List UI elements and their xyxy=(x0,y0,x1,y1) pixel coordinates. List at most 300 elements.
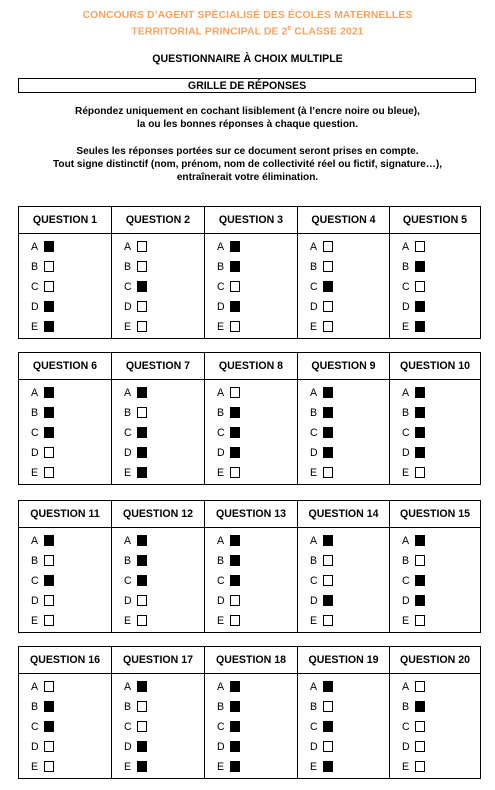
option-letter: E xyxy=(402,467,410,479)
checked-checkbox[interactable] xyxy=(137,467,147,478)
option-letter: B xyxy=(217,701,225,713)
checked-checkbox[interactable] xyxy=(230,261,240,272)
checked-checkbox[interactable] xyxy=(323,535,333,546)
answer-option xyxy=(310,301,333,314)
checkbox[interactable] xyxy=(137,407,147,418)
question-label: QUESTION 7 xyxy=(125,360,191,372)
answer-option xyxy=(310,615,333,628)
checked-checkbox[interactable] xyxy=(230,741,240,752)
checked-checkbox[interactable] xyxy=(44,427,54,438)
answer-option xyxy=(217,701,240,714)
option-letter: B xyxy=(217,407,225,419)
answer-option xyxy=(31,387,54,400)
option-letter: D xyxy=(217,741,225,753)
checked-checkbox[interactable] xyxy=(415,407,425,418)
option-letter: A xyxy=(124,387,132,399)
answer-option xyxy=(310,241,333,254)
option-letter: A xyxy=(31,387,39,399)
checked-checkbox[interactable] xyxy=(137,555,147,566)
checkbox[interactable] xyxy=(323,261,333,272)
option-letter: C xyxy=(310,721,318,733)
answer-option xyxy=(402,447,425,460)
option-letter: B xyxy=(402,261,410,273)
option-letter: C xyxy=(217,427,225,439)
checkbox[interactable] xyxy=(323,741,333,752)
answer-option xyxy=(124,301,147,314)
answer-option xyxy=(124,741,147,754)
checked-checkbox[interactable] xyxy=(323,761,333,772)
checked-checkbox[interactable] xyxy=(323,281,333,292)
answer-option xyxy=(31,467,54,480)
option-letter: B xyxy=(402,555,410,567)
answer-option xyxy=(217,241,240,254)
option-letter: C xyxy=(31,575,39,587)
option-letter: B xyxy=(310,261,318,273)
option-letter: E xyxy=(217,321,225,333)
checkbox[interactable] xyxy=(415,615,425,626)
answer-option xyxy=(402,701,425,714)
checkbox[interactable] xyxy=(415,741,425,752)
question-column xyxy=(111,647,204,778)
option-letter: A xyxy=(124,241,132,253)
option-letter: B xyxy=(31,261,39,273)
checked-checkbox[interactable] xyxy=(323,681,333,692)
answer-option xyxy=(124,407,147,420)
option-letter: D xyxy=(31,595,39,607)
checked-checkbox[interactable] xyxy=(415,575,425,586)
question-column xyxy=(389,501,480,632)
checked-checkbox[interactable] xyxy=(230,701,240,712)
option-letter: B xyxy=(124,555,132,567)
answer-option xyxy=(402,407,425,420)
option-letter: B xyxy=(31,555,39,567)
option-letter: C xyxy=(31,721,39,733)
option-letter: D xyxy=(310,741,318,753)
answer-option xyxy=(124,555,147,568)
checkbox[interactable] xyxy=(230,281,240,292)
option-letter: C xyxy=(31,427,39,439)
option-letter: C xyxy=(310,575,318,587)
checked-checkbox[interactable] xyxy=(230,575,240,586)
answer-option xyxy=(217,741,240,754)
option-letter: C xyxy=(402,575,410,587)
option-letter: C xyxy=(217,721,225,733)
checkbox[interactable] xyxy=(137,615,147,626)
answer-option xyxy=(402,301,425,314)
checked-checkbox[interactable] xyxy=(415,321,425,332)
answer-option xyxy=(217,681,240,694)
checked-checkbox[interactable] xyxy=(137,387,147,398)
question-column xyxy=(297,207,389,338)
answer-option xyxy=(217,281,240,294)
question-label: QUESTION 9 xyxy=(311,360,376,372)
answer-option xyxy=(31,321,54,334)
option-letter: E xyxy=(31,467,39,479)
option-letter: E xyxy=(31,761,39,773)
option-letter: A xyxy=(31,241,39,253)
answer-option xyxy=(310,535,333,548)
question-column xyxy=(111,501,204,632)
question-label: QUESTION 10 xyxy=(399,360,471,372)
checkbox[interactable] xyxy=(44,615,54,626)
option-letter: D xyxy=(402,301,410,313)
checked-checkbox[interactable] xyxy=(415,387,425,398)
checked-checkbox[interactable] xyxy=(415,701,425,712)
option-letter: C xyxy=(402,281,410,293)
checkbox[interactable] xyxy=(230,615,240,626)
grille-title: GRILLE DE RÉPONSES xyxy=(18,78,476,93)
question-column xyxy=(111,207,204,338)
checked-checkbox[interactable] xyxy=(44,701,54,712)
checked-checkbox[interactable] xyxy=(415,427,425,438)
answer-option xyxy=(124,575,147,588)
checkbox[interactable] xyxy=(415,761,425,772)
checkbox[interactable] xyxy=(323,575,333,586)
option-letter: E xyxy=(217,615,225,627)
question-column xyxy=(297,647,389,778)
checkbox[interactable] xyxy=(323,615,333,626)
question-column xyxy=(19,353,111,484)
option-letter: E xyxy=(31,615,39,627)
answer-option xyxy=(124,447,147,460)
answer-option xyxy=(402,321,425,334)
option-letter: D xyxy=(31,447,39,459)
option-letter: A xyxy=(31,535,39,547)
checkbox[interactable] xyxy=(44,761,54,772)
checked-checkbox[interactable] xyxy=(323,595,333,606)
answer-option xyxy=(124,535,147,548)
checked-checkbox[interactable] xyxy=(137,447,147,458)
checked-checkbox[interactable] xyxy=(44,407,54,418)
checked-checkbox[interactable] xyxy=(415,595,425,606)
option-letter: D xyxy=(310,447,318,459)
checkbox[interactable] xyxy=(137,321,147,332)
answer-option xyxy=(402,681,425,694)
answer-option xyxy=(310,595,333,608)
page-title: QUESTIONNAIRE À CHOIX MULTIPLE xyxy=(152,53,343,65)
checked-checkbox[interactable] xyxy=(44,241,54,252)
checked-checkbox[interactable] xyxy=(44,321,54,332)
checked-checkbox[interactable] xyxy=(415,535,425,546)
question-column xyxy=(204,501,297,632)
answer-option xyxy=(402,467,425,480)
exam-header-line2: TERRITORIAL PRINCIPAL DE 2e CLASSE 2021 xyxy=(131,25,364,38)
answer-option xyxy=(124,721,147,734)
answer-option xyxy=(310,701,333,714)
answer-option xyxy=(31,407,54,420)
question-label: QUESTION 5 xyxy=(402,214,468,226)
answer-option xyxy=(310,761,333,774)
checkbox[interactable] xyxy=(323,467,333,478)
answer-option xyxy=(31,535,54,548)
option-letter: C xyxy=(217,575,225,587)
option-letter: D xyxy=(124,301,132,313)
question-column xyxy=(19,207,111,338)
checked-checkbox[interactable] xyxy=(137,281,147,292)
answer-option xyxy=(124,595,147,608)
question-column xyxy=(111,353,204,484)
checked-checkbox[interactable] xyxy=(323,387,333,398)
checkbox[interactable] xyxy=(44,555,54,566)
question-label: QUESTION 13 xyxy=(215,508,287,520)
answer-option xyxy=(310,681,333,694)
option-letter: D xyxy=(217,595,225,607)
answer-option xyxy=(402,595,425,608)
checked-checkbox[interactable] xyxy=(137,427,147,438)
exam-header-line1: CONCOURS D’AGENT SPÉCIALISÉ DES ÉCOLES MATERNELLES xyxy=(82,10,413,21)
option-letter: B xyxy=(124,701,132,713)
answer-option xyxy=(31,261,54,274)
instruction-line-5: entraînerait votre élimination. xyxy=(176,172,319,183)
option-letter: E xyxy=(402,321,410,333)
answer-option xyxy=(31,427,54,440)
option-letter: C xyxy=(402,427,410,439)
option-letter: B xyxy=(402,407,410,419)
checked-checkbox[interactable] xyxy=(137,681,147,692)
option-letter: E xyxy=(310,615,318,627)
checked-checkbox[interactable] xyxy=(44,301,54,312)
answer-option xyxy=(402,261,425,274)
option-letter: C xyxy=(217,281,225,293)
option-letter: C xyxy=(124,427,132,439)
question-label: QUESTION 4 xyxy=(311,214,376,226)
answer-option xyxy=(402,761,425,774)
answer-option xyxy=(402,741,425,754)
option-letter: D xyxy=(31,301,39,313)
checkbox[interactable] xyxy=(415,467,425,478)
option-letter: E xyxy=(217,467,225,479)
answer-option xyxy=(217,575,240,588)
option-letter: B xyxy=(217,555,225,567)
checked-checkbox[interactable] xyxy=(230,535,240,546)
option-letter: E xyxy=(310,467,318,479)
answer-option xyxy=(124,241,147,254)
checked-checkbox[interactable] xyxy=(323,721,333,732)
answer-option xyxy=(124,387,147,400)
checked-checkbox[interactable] xyxy=(230,447,240,458)
option-letter: B xyxy=(310,555,318,567)
checkbox[interactable] xyxy=(44,681,54,692)
option-letter: A xyxy=(31,681,39,693)
checked-checkbox[interactable] xyxy=(323,407,333,418)
checkbox[interactable] xyxy=(415,555,425,566)
checkbox[interactable] xyxy=(415,281,425,292)
checkbox[interactable] xyxy=(44,281,54,292)
checkbox[interactable] xyxy=(137,301,147,312)
question-block-4 xyxy=(18,646,481,779)
checked-checkbox[interactable] xyxy=(323,447,333,458)
checkbox[interactable] xyxy=(44,447,54,458)
question-label: QUESTION 18 xyxy=(215,654,287,666)
checkbox[interactable] xyxy=(44,467,54,478)
checked-checkbox[interactable] xyxy=(230,407,240,418)
checkbox[interactable] xyxy=(323,701,333,712)
answer-option xyxy=(31,281,54,294)
question-column xyxy=(204,353,297,484)
answer-option xyxy=(217,301,240,314)
option-letter: C xyxy=(310,281,318,293)
checked-checkbox[interactable] xyxy=(415,447,425,458)
option-letter: D xyxy=(217,301,225,313)
question-label: QUESTION 19 xyxy=(308,654,379,666)
answer-option xyxy=(31,555,54,568)
answer-option xyxy=(310,387,333,400)
option-letter: E xyxy=(217,761,225,773)
option-letter: A xyxy=(402,535,410,547)
answer-option xyxy=(402,427,425,440)
answer-option xyxy=(217,447,240,460)
answer-option xyxy=(310,555,333,568)
checkbox[interactable] xyxy=(230,467,240,478)
answer-option xyxy=(124,681,147,694)
checkbox[interactable] xyxy=(230,387,240,398)
checked-checkbox[interactable] xyxy=(137,575,147,586)
checkbox[interactable] xyxy=(415,681,425,692)
checkbox[interactable] xyxy=(137,261,147,272)
answer-option xyxy=(310,575,333,588)
question-column xyxy=(19,647,111,778)
option-letter: A xyxy=(124,535,132,547)
option-letter: B xyxy=(310,407,318,419)
checked-checkbox[interactable] xyxy=(44,387,54,398)
option-letter: D xyxy=(310,301,318,313)
checkbox[interactable] xyxy=(137,241,147,252)
answer-option xyxy=(310,321,333,334)
checked-checkbox[interactable] xyxy=(415,301,425,312)
answer-option xyxy=(217,555,240,568)
checked-checkbox[interactable] xyxy=(230,761,240,772)
answer-option xyxy=(310,427,333,440)
option-letter: D xyxy=(124,741,132,753)
question-label: QUESTION 1 xyxy=(32,214,98,226)
option-letter: E xyxy=(310,761,318,773)
answer-option xyxy=(310,447,333,460)
checked-checkbox[interactable] xyxy=(230,301,240,312)
answer-option xyxy=(402,241,425,254)
checked-checkbox[interactable] xyxy=(137,535,147,546)
answer-option xyxy=(402,555,425,568)
option-letter: D xyxy=(402,741,410,753)
answer-option xyxy=(217,721,240,734)
option-letter: E xyxy=(124,467,132,479)
instruction-line-2: la ou les bonnes réponses à chaque question. xyxy=(137,119,358,130)
question-column xyxy=(204,647,297,778)
answer-option xyxy=(124,467,147,480)
answer-option xyxy=(310,281,333,294)
answer-option xyxy=(31,741,54,754)
answer-option xyxy=(31,575,54,588)
option-letter: B xyxy=(31,701,39,713)
checked-checkbox[interactable] xyxy=(137,761,147,772)
option-letter: B xyxy=(124,407,132,419)
option-letter: D xyxy=(310,595,318,607)
checked-checkbox[interactable] xyxy=(230,555,240,566)
option-letter: A xyxy=(402,387,410,399)
option-letter: C xyxy=(310,427,318,439)
checkbox[interactable] xyxy=(137,701,147,712)
answer-option xyxy=(217,321,240,334)
option-letter: C xyxy=(402,721,410,733)
option-letter: A xyxy=(310,387,318,399)
checked-checkbox[interactable] xyxy=(230,721,240,732)
answer-option xyxy=(31,681,54,694)
option-letter: A xyxy=(402,241,410,253)
checkbox[interactable] xyxy=(323,321,333,332)
option-letter: E xyxy=(402,615,410,627)
question-column xyxy=(204,207,297,338)
answer-option xyxy=(217,615,240,628)
checkbox[interactable] xyxy=(323,301,333,312)
question-column xyxy=(389,207,480,338)
checked-checkbox[interactable] xyxy=(415,261,425,272)
answer-option xyxy=(402,281,425,294)
checked-checkbox[interactable] xyxy=(44,575,54,586)
checked-checkbox[interactable] xyxy=(44,535,54,546)
checked-checkbox[interactable] xyxy=(230,681,240,692)
checked-checkbox[interactable] xyxy=(230,427,240,438)
checkbox[interactable] xyxy=(230,321,240,332)
answer-option xyxy=(31,761,54,774)
checkbox[interactable] xyxy=(44,261,54,272)
answer-option xyxy=(310,261,333,274)
answer-option xyxy=(217,387,240,400)
answer-option xyxy=(124,321,147,334)
option-letter: B xyxy=(310,701,318,713)
answer-option xyxy=(402,535,425,548)
answer-option xyxy=(31,721,54,734)
checkbox[interactable] xyxy=(323,555,333,566)
option-letter: D xyxy=(217,447,225,459)
answer-option xyxy=(217,427,240,440)
checkbox[interactable] xyxy=(137,595,147,606)
checkbox[interactable] xyxy=(415,721,425,732)
answer-option xyxy=(31,615,54,628)
checked-checkbox[interactable] xyxy=(323,427,333,438)
checked-checkbox[interactable] xyxy=(44,721,54,732)
option-letter: C xyxy=(124,281,132,293)
checkbox[interactable] xyxy=(137,721,147,732)
answer-option xyxy=(217,595,240,608)
checkbox[interactable] xyxy=(44,595,54,606)
option-letter: D xyxy=(402,595,410,607)
instruction-line-1: Répondez uniquement en cochant lisiblement (à l’encre noire ou bleue), xyxy=(75,106,420,117)
option-letter: A xyxy=(217,535,225,547)
question-column xyxy=(19,501,111,632)
answer-option xyxy=(31,701,54,714)
question-label: QUESTION 2 xyxy=(125,214,191,226)
option-letter: A xyxy=(310,241,318,253)
answer-option xyxy=(217,761,240,774)
option-letter: B xyxy=(31,407,39,419)
checkbox[interactable] xyxy=(323,241,333,252)
checkbox[interactable] xyxy=(415,241,425,252)
option-letter: D xyxy=(124,447,132,459)
option-letter: C xyxy=(124,721,132,733)
answer-option xyxy=(217,535,240,548)
option-letter: A xyxy=(310,681,318,693)
checkbox[interactable] xyxy=(230,595,240,606)
answer-option xyxy=(124,761,147,774)
option-letter: B xyxy=(217,261,225,273)
answer-option xyxy=(124,701,147,714)
checked-checkbox[interactable] xyxy=(230,241,240,252)
option-letter: D xyxy=(124,595,132,607)
question-block-1 xyxy=(18,206,481,339)
question-label: QUESTION 14 xyxy=(308,508,379,520)
checkbox[interactable] xyxy=(44,741,54,752)
answer-option xyxy=(124,427,147,440)
checked-checkbox[interactable] xyxy=(137,741,147,752)
